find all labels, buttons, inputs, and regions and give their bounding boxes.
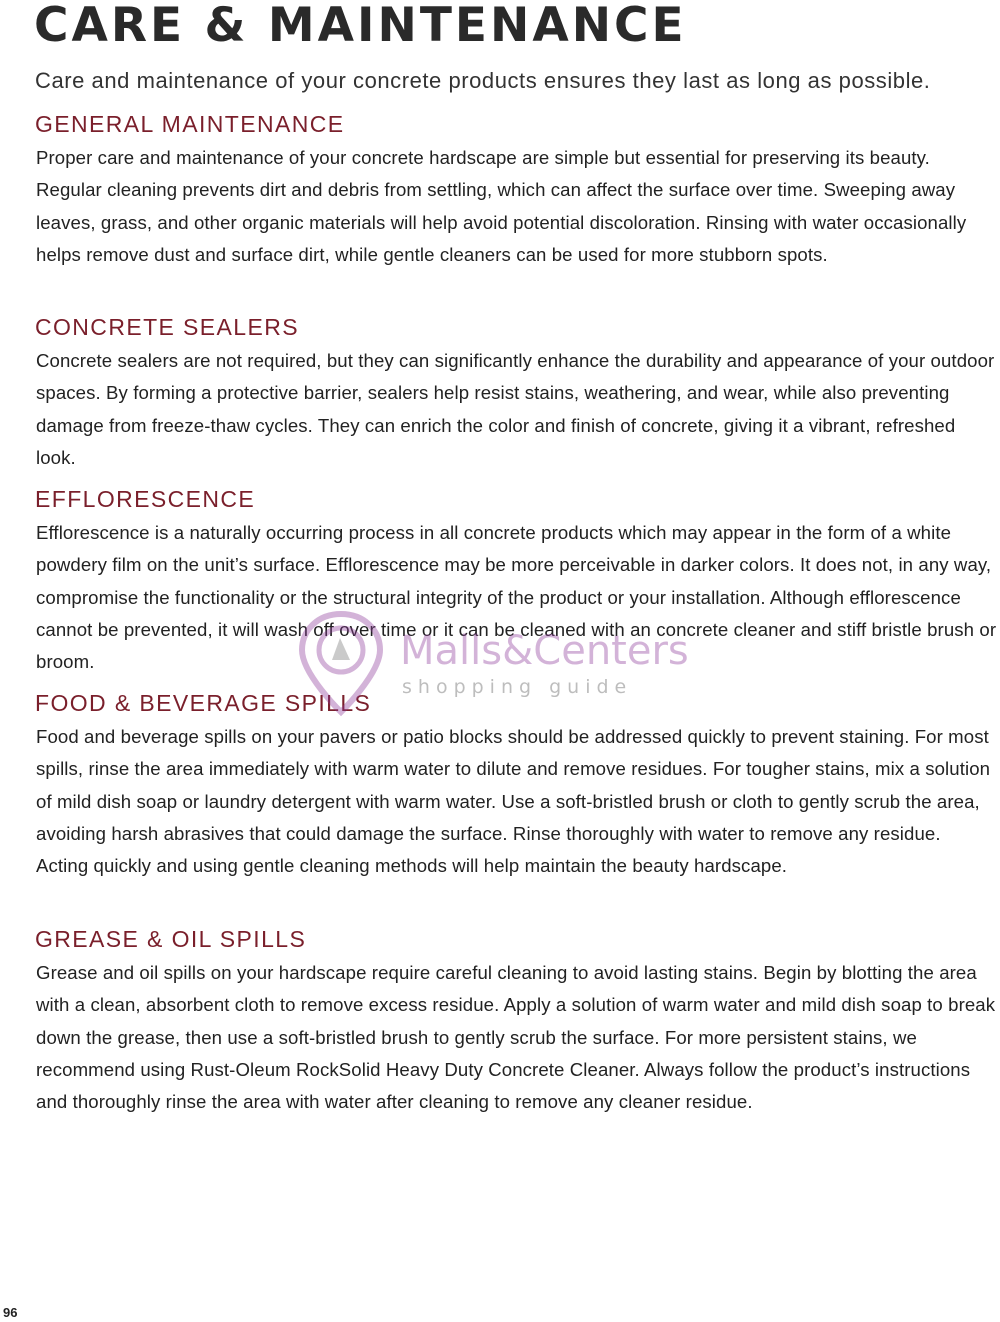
section-heading: CONCRETE SEALERS [35, 314, 299, 340]
section-body: Efflorescence is a naturally occurring process in all concrete products which may appear in the form of a white powdery film on the unit’s surface. Efflorescence may be more perceivable in darker colors. It does not, in any way, compromise the functionality or the structural integrity of the product or your installation. Although efflorescence cannot be prevented, it will wash off over time or it can be cleaned with an concrete cleaner and stiff bristle brush or broom. [36, 522, 997, 673]
section-body: Grease and oil spills on your hardscape require careful cleaning to avoid lasting stains. Begin by blotting the area with a clean, absorbent cloth to remove excess residue. Apply a solution of warm water and mild dish soap to break down the grease, then use a soft-bristled brush to gently scrub the surface. For more persistent stains, we recommend using Rust-Oleum RockSolid Heavy Duty Concrete Cleaner. Always follow the product’s instructions and thoroughly rinse the area with water after cleaning to remove any cleaner residue. [36, 962, 996, 1113]
section-grease-oil-spills [35, 924, 997, 1118]
watermark-tagline: shopping guide [402, 676, 633, 698]
section-body: Food and beverage spills on your pavers or patio blocks should be addressed quickly to prevent staining. For most spills, rinse the area immediately with warm water to dilute and remove residues. For tougher stains, mix a solution of mild dish soap or laundry detergent with warm water. Use a soft-bristled brush or cloth to gently scrub the area, avoiding harsh abrasives that could damage the surface. Rinse thoroughly with water to remove any residue. Acting quickly and using gentle cleaning methods will help maintain the beauty hardscape. [36, 726, 991, 877]
section-concrete-sealers [35, 312, 997, 474]
page-number: 96 [3, 1305, 18, 1320]
section-body: Proper care and maintenance of your concrete hardscape are simple but essential for preserving its beauty. Regular cleaning prevents dirt and debris from settling, which can affect the surface over time. Sweeping away leaves, grass, and other organic materials will help avoid potential discoloration. Rinsing with water occasionally helps remove dust and surface dirt, while gentle cleaners can be used for more stubborn spots. [36, 147, 967, 265]
watermark-name: Malls&Centers [400, 628, 689, 674]
section-food-beverage-spills [35, 688, 997, 882]
section-heading: GENERAL MAINTENANCE [35, 111, 345, 137]
section-heading: FOOD & BEVERAGE SPILLS [35, 690, 372, 716]
section-heading: GREASE & OIL SPILLS [35, 926, 307, 952]
section-body: Concrete sealers are not required, but they can significantly enhance the durability and appearance of your outdoor spaces. By forming a protective barrier, sealers help resist stains, weathering, and wear, while also preventing damage from freeze-thaw cycles. They can enrich the color and finish of concrete, giving it a vibrant, refreshed look. [36, 350, 995, 468]
intro-text: Care and maintenance of your concrete products ensures they last as long as possible. [35, 68, 931, 93]
section-heading: EFFLORESCENCE [35, 486, 256, 512]
page-title: CARE & MAINTENANCE [34, 0, 687, 53]
section-efflorescence [35, 484, 997, 678]
section-general-maintenance [35, 109, 997, 271]
